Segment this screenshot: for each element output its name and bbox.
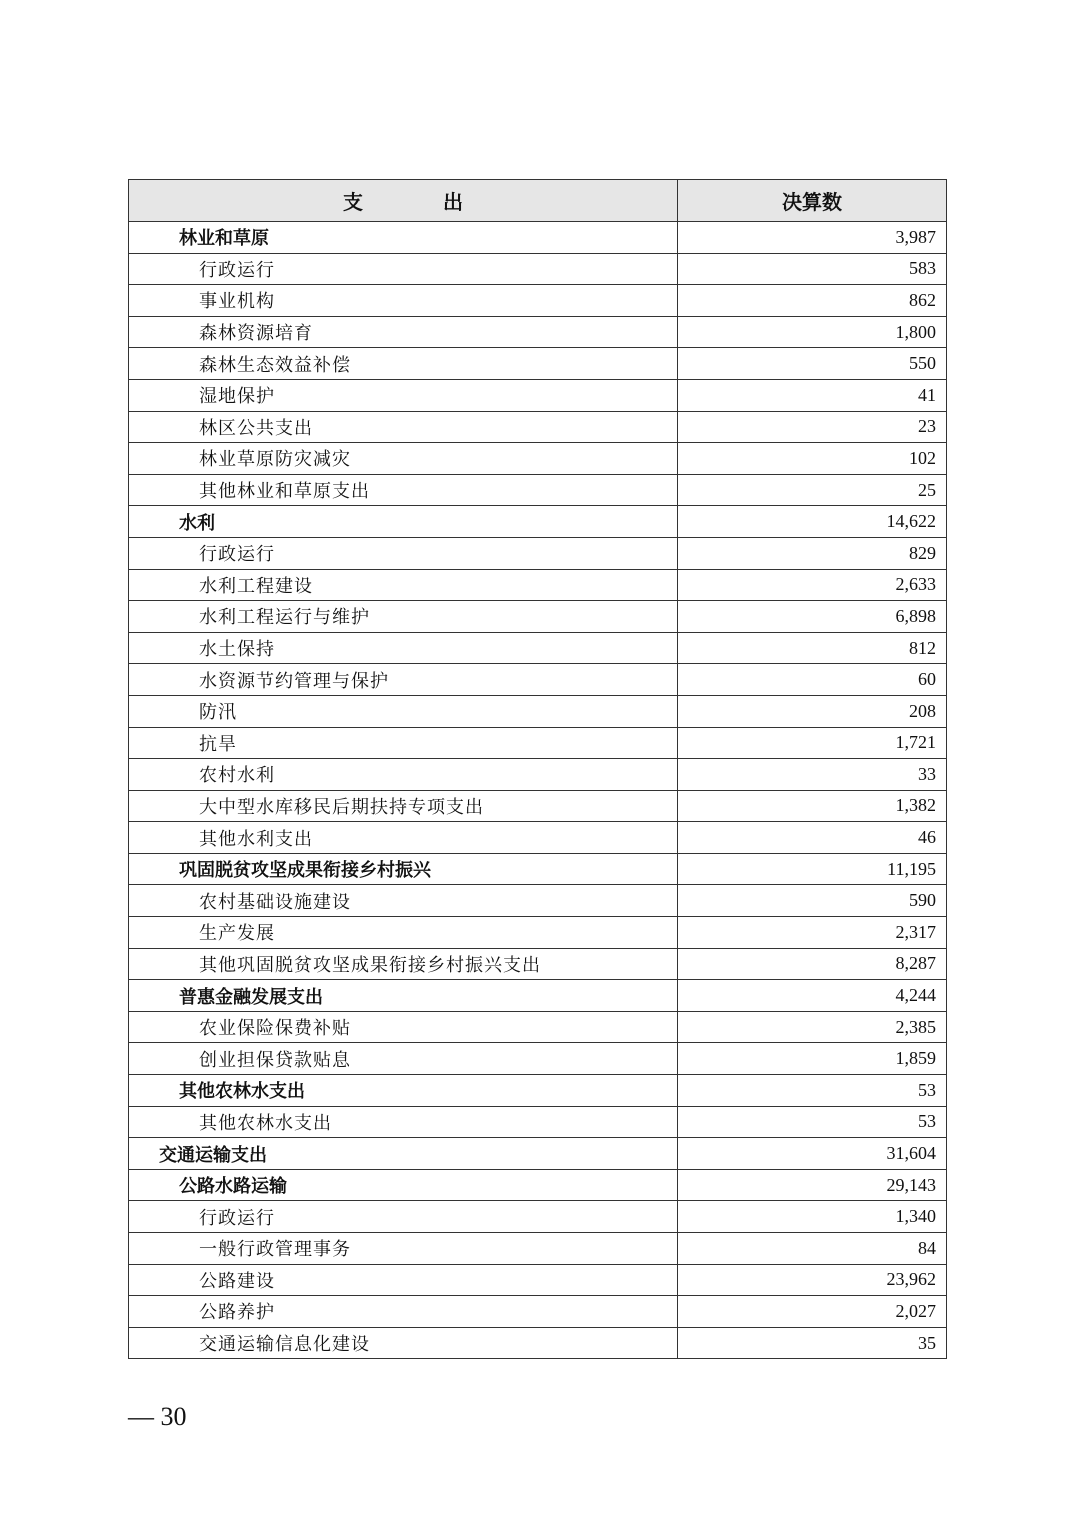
table-header-row xyxy=(129,180,947,222)
row-label: 其他水利支出 xyxy=(129,822,678,854)
row-value: 1,340 xyxy=(678,1201,947,1233)
row-value: 60 xyxy=(678,664,947,696)
row-label: 公路养护 xyxy=(129,1296,678,1328)
row-label: 抗旱 xyxy=(129,727,678,759)
table-row xyxy=(129,980,947,1012)
row-label: 公路水路运输 xyxy=(129,1169,678,1201)
row-value: 23,962 xyxy=(678,1264,947,1296)
row-label: 交通运输支出 xyxy=(129,1138,678,1170)
row-value: 23 xyxy=(678,411,947,443)
table-row xyxy=(129,316,947,348)
row-label: 行政运行 xyxy=(129,1201,678,1233)
row-label: 其他农林水支出 xyxy=(129,1075,678,1107)
table-row xyxy=(129,1233,947,1265)
table-row xyxy=(129,474,947,506)
table-row xyxy=(129,348,947,380)
header-item: 支 出 xyxy=(129,180,678,222)
row-value: 35 xyxy=(678,1327,947,1359)
table-row xyxy=(129,1043,947,1075)
table-row xyxy=(129,1327,947,1359)
row-value: 2,633 xyxy=(678,569,947,601)
table-row xyxy=(129,664,947,696)
table-row xyxy=(129,822,947,854)
row-value: 102 xyxy=(678,443,947,475)
row-label: 其他巩固脱贫攻坚成果衔接乡村振兴支出 xyxy=(129,948,678,980)
row-label: 水利 xyxy=(129,506,678,538)
table-row xyxy=(129,601,947,633)
row-value: 1,859 xyxy=(678,1043,947,1075)
table-body xyxy=(129,222,947,1359)
row-label: 大中型水库移民后期扶持专项支出 xyxy=(129,790,678,822)
row-value: 1,382 xyxy=(678,790,947,822)
table-row xyxy=(129,1075,947,1107)
row-value: 31,604 xyxy=(678,1138,947,1170)
table-row xyxy=(129,1296,947,1328)
table-row xyxy=(129,1011,947,1043)
row-value: 29,143 xyxy=(678,1169,947,1201)
row-label: 森林生态效益补偿 xyxy=(129,348,678,380)
row-label: 一般行政管理事务 xyxy=(129,1233,678,1265)
row-value: 829 xyxy=(678,537,947,569)
row-value: 550 xyxy=(678,348,947,380)
row-label: 防汛 xyxy=(129,695,678,727)
row-value: 862 xyxy=(678,285,947,317)
row-value: 53 xyxy=(678,1106,947,1138)
row-value: 1,800 xyxy=(678,316,947,348)
row-value: 2,317 xyxy=(678,917,947,949)
row-label: 行政运行 xyxy=(129,537,678,569)
row-label: 其他林业和草原支出 xyxy=(129,474,678,506)
row-label: 公路建设 xyxy=(129,1264,678,1296)
row-value: 590 xyxy=(678,885,947,917)
table-row xyxy=(129,695,947,727)
table-row xyxy=(129,222,947,254)
table-row xyxy=(129,569,947,601)
row-value: 6,898 xyxy=(678,601,947,633)
table-row xyxy=(129,759,947,791)
row-label: 水利工程建设 xyxy=(129,569,678,601)
row-value: 53 xyxy=(678,1075,947,1107)
table-row xyxy=(129,1138,947,1170)
table-row xyxy=(129,411,947,443)
row-label: 行政运行 xyxy=(129,253,678,285)
row-value: 33 xyxy=(678,759,947,791)
table-row xyxy=(129,1106,947,1138)
row-value: 2,385 xyxy=(678,1011,947,1043)
table-row xyxy=(129,853,947,885)
page-number: — 30 xyxy=(128,1402,187,1431)
row-label: 农业保险保费补贴 xyxy=(129,1011,678,1043)
row-value: 2,027 xyxy=(678,1296,947,1328)
row-label: 林业草原防灾减灾 xyxy=(129,443,678,475)
row-label: 其他农林水支出 xyxy=(129,1106,678,1138)
row-label: 水资源节约管理与保护 xyxy=(129,664,678,696)
table-row xyxy=(129,948,947,980)
row-value: 3,987 xyxy=(678,222,947,254)
table-row xyxy=(129,443,947,475)
row-value: 25 xyxy=(678,474,947,506)
table-row xyxy=(129,253,947,285)
row-value: 583 xyxy=(678,253,947,285)
table-row xyxy=(129,537,947,569)
table-row xyxy=(129,727,947,759)
table-row xyxy=(129,1169,947,1201)
table-row xyxy=(129,885,947,917)
row-value: 14,622 xyxy=(678,506,947,538)
expenditure-table xyxy=(128,179,947,1359)
table-row xyxy=(129,1264,947,1296)
row-label: 林区公共支出 xyxy=(129,411,678,443)
table-row xyxy=(129,917,947,949)
row-value: 1,721 xyxy=(678,727,947,759)
row-value: 41 xyxy=(678,379,947,411)
row-label: 林业和草原 xyxy=(129,222,678,254)
row-label: 森林资源培育 xyxy=(129,316,678,348)
row-label: 水利工程运行与维护 xyxy=(129,601,678,633)
row-value: 4,244 xyxy=(678,980,947,1012)
table-row xyxy=(129,285,947,317)
row-label: 生产发展 xyxy=(129,917,678,949)
row-value: 208 xyxy=(678,695,947,727)
row-label: 创业担保贷款贴息 xyxy=(129,1043,678,1075)
table-row xyxy=(129,379,947,411)
row-value: 11,195 xyxy=(678,853,947,885)
row-label: 交通运输信息化建设 xyxy=(129,1327,678,1359)
row-label: 巩固脱贫攻坚成果衔接乡村振兴 xyxy=(129,853,678,885)
row-value: 8,287 xyxy=(678,948,947,980)
table-row xyxy=(129,1201,947,1233)
row-value: 46 xyxy=(678,822,947,854)
table-row xyxy=(129,632,947,664)
row-label: 事业机构 xyxy=(129,285,678,317)
row-label: 水土保持 xyxy=(129,632,678,664)
row-label: 湿地保护 xyxy=(129,379,678,411)
row-label: 农村基础设施建设 xyxy=(129,885,678,917)
header-amount: 决算数 xyxy=(678,180,947,222)
table-row xyxy=(129,790,947,822)
row-label: 普惠金融发展支出 xyxy=(129,980,678,1012)
table-row xyxy=(129,506,947,538)
row-label: 农村水利 xyxy=(129,759,678,791)
row-value: 812 xyxy=(678,632,947,664)
row-value: 84 xyxy=(678,1233,947,1265)
